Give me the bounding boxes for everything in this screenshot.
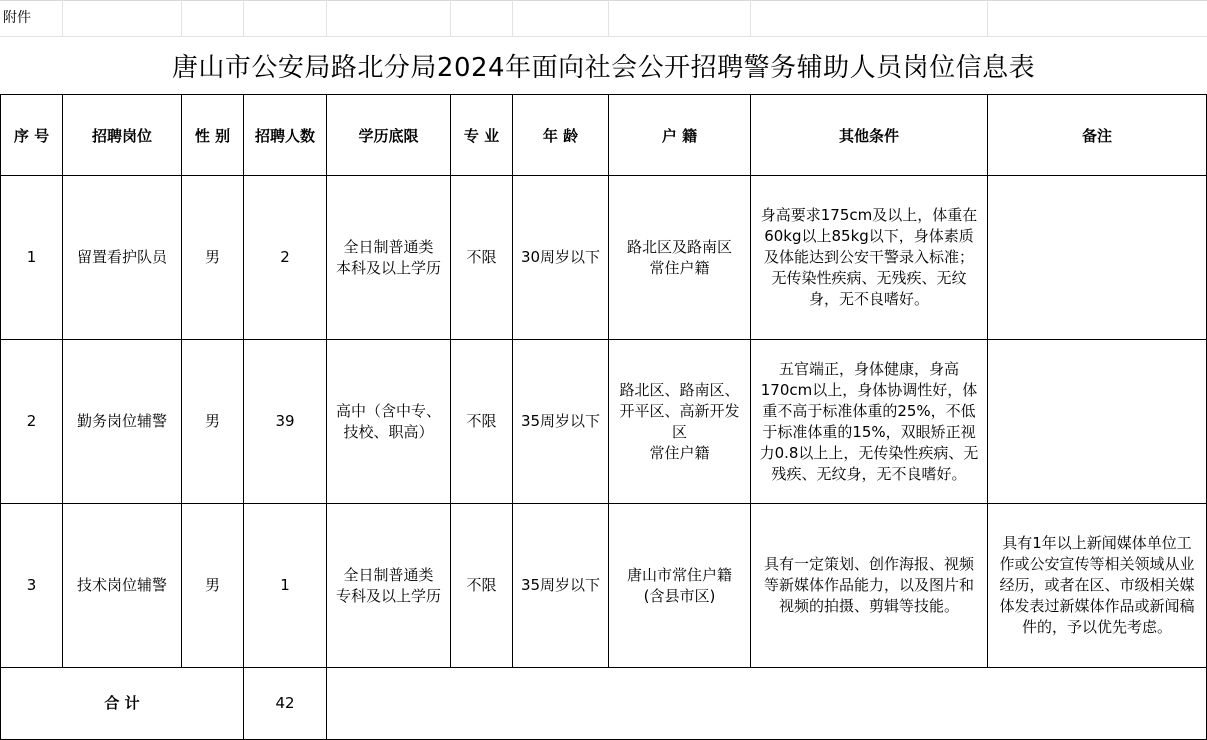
cell-major[interactable]: 不限	[451, 340, 513, 504]
table-row	[1, 176, 1207, 340]
cell-remarks[interactable]	[988, 176, 1207, 340]
cell-position[interactable]: 技术岗位辅警	[63, 504, 182, 668]
cell-gender[interactable]: 男	[182, 176, 244, 340]
header-position[interactable]: 招聘岗位	[63, 95, 182, 176]
cell-conditions[interactable]: 具有一定策划、创作海报、视频 等新媒体作品能力，以及图片和 视频的拍摄、剪辑等技能。	[751, 504, 988, 668]
cell-remarks[interactable]: 具有1年以上新闻媒体单位工 作或公安宣传等相关领域从业 经历，或者在区、市级相关媒 体发表过新媒体作品或新闻稿 件的，予以优先考虑。	[988, 504, 1207, 668]
header-seq[interactable]: 序 号	[1, 95, 63, 176]
cell-education[interactable]: 全日制普通类 本科及以上学历	[327, 176, 451, 340]
cell-count[interactable]: 2	[244, 176, 327, 340]
cell-residence[interactable]: 唐山市常住户籍 (含县市区)	[609, 504, 751, 668]
total-value[interactable]: 42	[244, 668, 327, 740]
cell-gender[interactable]: 男	[182, 340, 244, 504]
header-conditions[interactable]: 其他条件	[751, 95, 988, 176]
cell-count[interactable]: 1	[244, 504, 327, 668]
cell-education[interactable]: 高中（含中专、 技校、职高）	[327, 340, 451, 504]
total-label[interactable]: 合 计	[1, 668, 244, 740]
gridline	[987, 0, 988, 36]
gridline	[750, 0, 751, 36]
header-major[interactable]: 专 业	[451, 95, 513, 176]
cell-major[interactable]: 不限	[451, 176, 513, 340]
header-remarks[interactable]: 备注	[988, 95, 1207, 176]
recruitment-table	[0, 94, 1207, 740]
cell-age[interactable]: 35周岁以下	[513, 504, 609, 668]
cell-seq[interactable]: 1	[1, 176, 63, 340]
cell-residence[interactable]: 路北区及路南区 常住户籍	[609, 176, 751, 340]
cell-seq[interactable]: 2	[1, 340, 63, 504]
header-education[interactable]: 学历底限	[327, 95, 451, 176]
cell-conditions[interactable]: 五官端正，身体健康，身高 170cm以上，身体协调性好，体 重不高于标准体重的25%，不低 于标准体重的15%，双眼矫正视 力0.8以上上，无传染性疾病、无 残疾、无纹身，无不良嗜好。	[751, 340, 988, 504]
header-age[interactable]: 年 龄	[513, 95, 609, 176]
cell-residence[interactable]: 路北区、路南区、 开平区、高新开发 区 常住户籍	[609, 340, 751, 504]
cell-age[interactable]: 30周岁以下	[513, 176, 609, 340]
gridline	[181, 0, 182, 36]
cell-position[interactable]: 留置看护队员	[63, 176, 182, 340]
cell-conditions[interactable]: 身高要求175cm及以上，体重在 60kg以上85kg以下，身体素质 及体能达到公安干警录入标准； 无传染性疾病、无残疾、无纹 身，无不良嗜好。	[751, 176, 988, 340]
cell-count[interactable]: 39	[244, 340, 327, 504]
cell-gender[interactable]: 男	[182, 504, 244, 668]
cell-position[interactable]: 勤务岗位辅警	[63, 340, 182, 504]
gridline	[608, 0, 609, 36]
cell-age[interactable]: 35周岁以下	[513, 340, 609, 504]
attachment-label: 附件	[3, 10, 31, 26]
gridline	[62, 0, 63, 36]
header-gender[interactable]: 性 别	[182, 95, 244, 176]
gridline	[243, 0, 244, 36]
header-count[interactable]: 招聘人数	[244, 95, 327, 176]
cell-remarks[interactable]	[988, 340, 1207, 504]
gridline	[512, 0, 513, 36]
page-title: 唐山市公安局路北分局2024年面向社会公开招聘警务辅助人员岗位信息表	[171, 52, 1036, 83]
header-residence[interactable]: 户 籍	[609, 95, 751, 176]
header-row	[1, 95, 1207, 176]
total-row	[1, 668, 1207, 740]
table-row	[1, 504, 1207, 668]
cell-major[interactable]: 不限	[451, 504, 513, 668]
gridline	[326, 0, 327, 36]
cell-education[interactable]: 全日制普通类 专科及以上学历	[327, 504, 451, 668]
total-empty-cell[interactable]	[327, 668, 1207, 740]
cell-seq[interactable]: 3	[1, 504, 63, 668]
gridline	[450, 0, 451, 36]
table-row	[1, 340, 1207, 504]
